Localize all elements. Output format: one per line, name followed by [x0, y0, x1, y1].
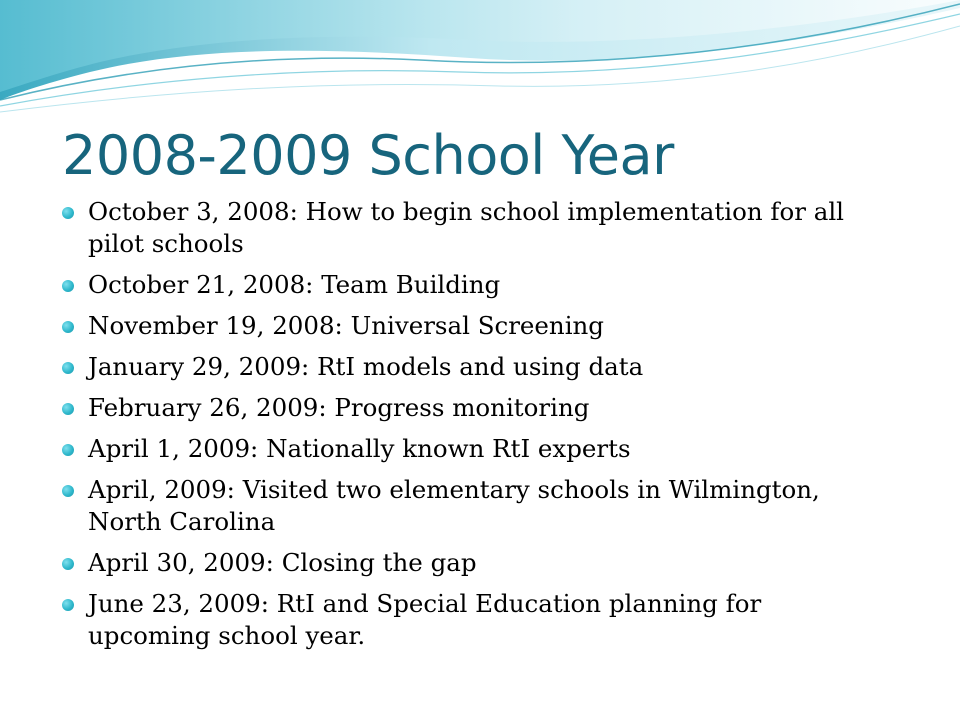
bullet-text: February 26, 2009: Progress monitoring — [88, 393, 590, 422]
bullet-item — [62, 392, 882, 424]
bullet-item — [62, 269, 882, 301]
bullet-dot-icon — [62, 321, 74, 333]
bullet-text: April, 2009: Visited two elementary schools in Wilmington, North Carolina — [88, 475, 820, 536]
bullet-item — [62, 474, 882, 538]
bullet-item — [62, 433, 882, 465]
bullet-item — [62, 310, 882, 342]
bullet-dot-icon — [62, 207, 74, 219]
bullet-item — [62, 196, 882, 260]
bullet-item — [62, 547, 882, 579]
bullet-text: April 30, 2009: Closing the gap — [88, 548, 477, 577]
header-wave-decoration — [0, 0, 960, 130]
bullet-dot-icon — [62, 280, 74, 292]
bullet-dot-icon — [62, 444, 74, 456]
slide-title: 2008-2009 School Year — [62, 124, 674, 187]
bullet-text: April 1, 2009: Nationally known RtI experts — [88, 434, 631, 463]
bullet-text: June 23, 2009: RtI and Special Education planning for upcoming school year. — [88, 589, 762, 650]
bullet-text: October 3, 2008: How to begin school implementation for all pilot schools — [88, 197, 845, 258]
bullet-text: November 19, 2008: Universal Screening — [88, 311, 604, 340]
bullet-text: October 21, 2008: Team Building — [88, 270, 501, 299]
bullet-dot-icon — [62, 485, 74, 497]
bullet-text: January 29, 2009: RtI models and using data — [88, 352, 644, 381]
bullet-list — [62, 196, 882, 661]
bullet-item — [62, 351, 882, 383]
bullet-dot-icon — [62, 599, 74, 611]
bullet-dot-icon — [62, 362, 74, 374]
bullet-dot-icon — [62, 403, 74, 415]
bullet-item — [62, 588, 882, 652]
bullet-dot-icon — [62, 558, 74, 570]
